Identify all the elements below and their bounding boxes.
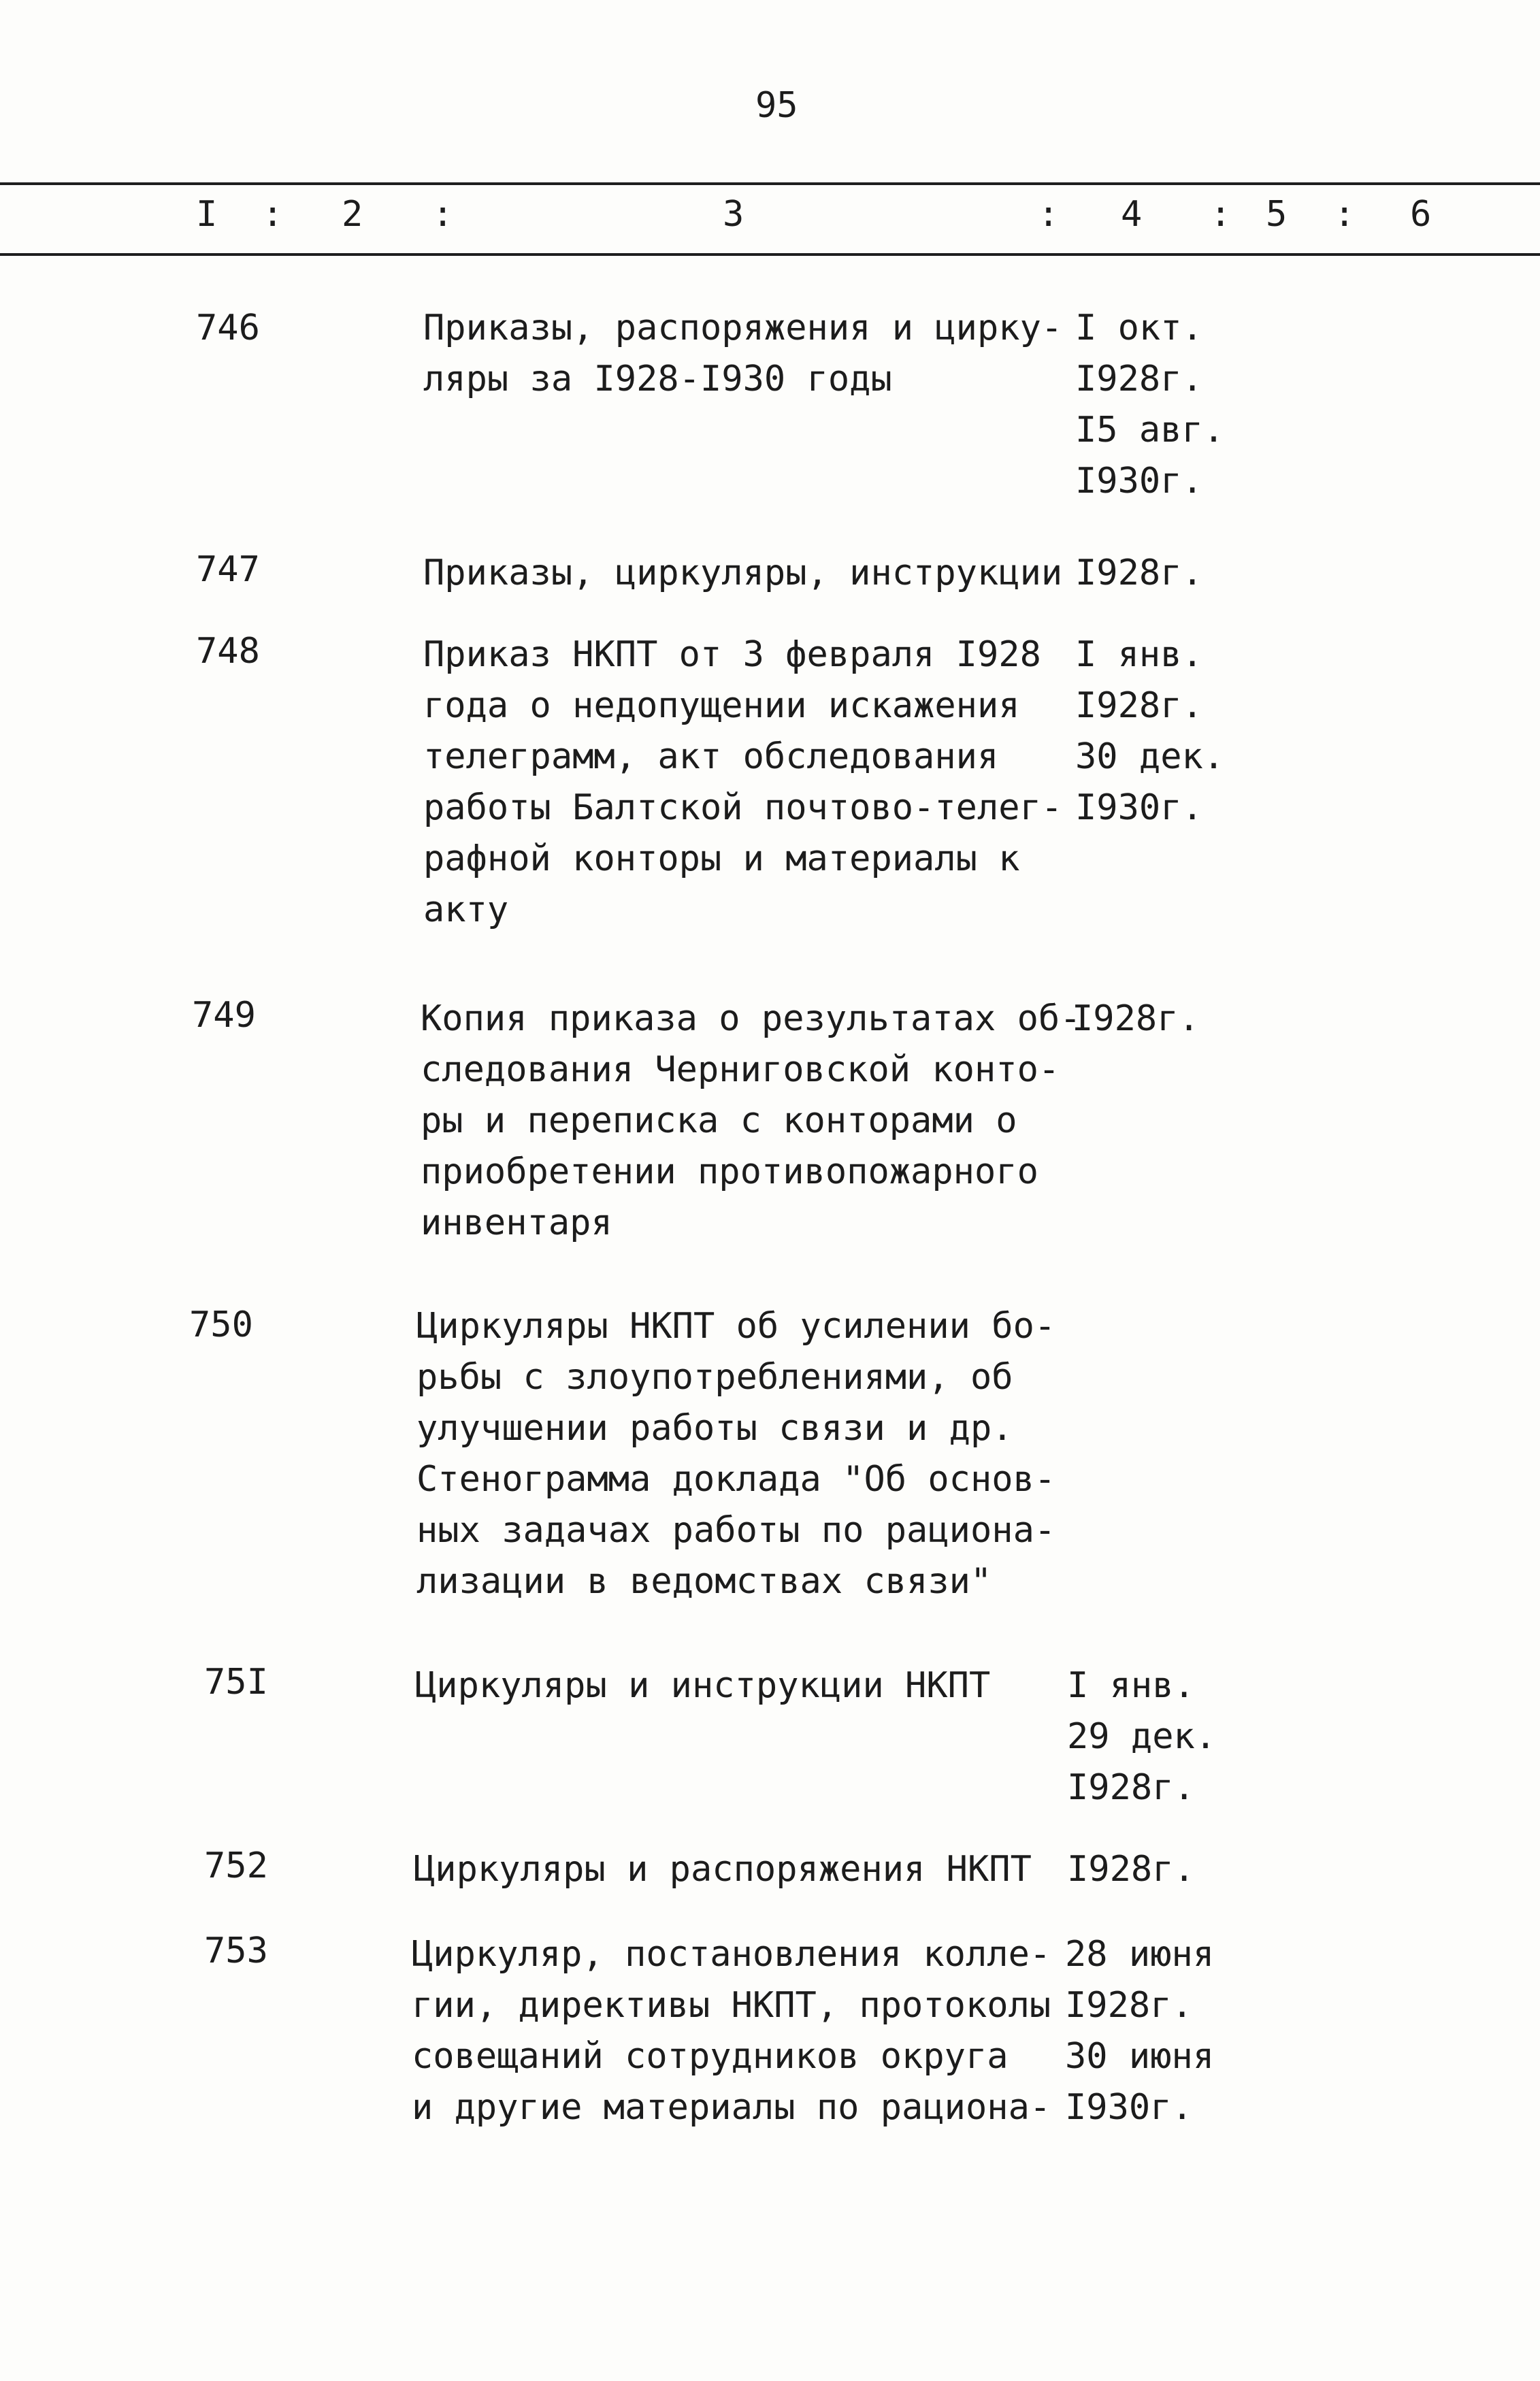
page-number: 95: [755, 85, 798, 126]
entry-text-line: следования Черниговской конто-: [421, 1049, 1060, 1090]
entry-text-line: телеграмм, акт обследования: [423, 736, 999, 777]
entry-number: 750: [189, 1304, 253, 1345]
entry-text-line: работы Балтской почтово-телег-: [423, 787, 1063, 828]
entry-text-line: и другие материалы по рациона-: [412, 2087, 1051, 2128]
entry-title: [416, 1301, 1055, 1607]
entry-number: 747: [196, 549, 260, 590]
entry-date-line: I янв.: [1075, 634, 1203, 675]
entry-date-line: I928г.: [1075, 553, 1203, 593]
column-separator: :: [1038, 194, 1060, 235]
entry-date-line: I928г.: [1065, 1985, 1193, 2026]
entry-number: 746: [196, 308, 260, 348]
entry-date-line: I928г.: [1067, 1767, 1195, 1808]
column-separator: :: [1334, 194, 1356, 235]
entry-date-line: I930г.: [1075, 787, 1203, 828]
entry-text-line: ных задачах работы по рациона-: [416, 1510, 1056, 1551]
entry-text-line: года о недопущении искажения: [423, 685, 1020, 726]
entry-date-line: I928г.: [1067, 1849, 1195, 1890]
header-rule-top: [0, 182, 1540, 185]
entry-number: 752: [204, 1845, 268, 1886]
entry-text-line: совещаний сотрудников округа: [412, 2036, 1009, 2077]
entry-text-line: Приказы, распоряжения и цирку-: [423, 308, 1063, 348]
column-header-1: I: [196, 194, 218, 235]
entry-date-line: I928г.: [1075, 359, 1203, 399]
entry-text-line: Циркуляр, постановления колле-: [412, 1934, 1051, 1975]
entry-text-line: улучшении работы связи и др.: [416, 1408, 1013, 1449]
entry-date-line: I930г.: [1065, 2087, 1193, 2128]
entry-number: 748: [196, 631, 260, 672]
entry-title: [412, 1929, 1051, 2133]
entry-number: 753: [204, 1931, 268, 1971]
entry-date-line: 29 дек.: [1067, 1716, 1217, 1757]
entry-text-line: акту: [423, 889, 509, 930]
entry-dates: [1075, 303, 1224, 507]
entry-date-line: I928г.: [1072, 998, 1200, 1039]
column-header-5: 5: [1266, 194, 1288, 235]
entry-number: 75I: [204, 1662, 268, 1703]
entry-text-line: Циркуляры и инструкции НКПТ: [415, 1665, 991, 1706]
entry-text-line: гии, директивы НКПТ, протоколы: [412, 1985, 1051, 2026]
entry-date-line: 30 дек.: [1075, 736, 1225, 777]
entry-date-line: I928г.: [1075, 685, 1203, 726]
entry-date-line: 30 июня: [1065, 2036, 1215, 2077]
column-header-3: 3: [723, 194, 744, 235]
header-rule-bottom: [0, 253, 1540, 256]
entry-number: 749: [192, 995, 256, 1036]
column-separator: :: [262, 194, 284, 235]
entry-title: [423, 303, 1062, 405]
entry-text-line: Циркуляры и распоряжения НКПТ: [414, 1849, 1032, 1890]
entry-text-line: Приказ НКПТ от 3 февраля I928: [423, 634, 1041, 675]
column-separator: :: [432, 194, 454, 235]
entry-text-line: инвентаря: [421, 1202, 612, 1243]
entry-dates: [1075, 629, 1224, 834]
entry-date-line: I5 авг.: [1075, 410, 1225, 450]
entry-dates: [1067, 1660, 1216, 1813]
entry-dates: [1065, 1929, 1214, 2133]
entry-text-line: ляры за I928-I930 годы: [423, 359, 892, 399]
entry-text-line: Стенограмма доклада "Об основ-: [416, 1459, 1056, 1500]
entry-date-line: I янв.: [1067, 1665, 1195, 1706]
column-separator: :: [1210, 194, 1232, 235]
entry-text-line: Приказы, циркуляры, инструкции: [423, 553, 1063, 593]
entry-title: [415, 1660, 990, 1711]
entry-text-line: ры и переписка с конторами о: [421, 1100, 1017, 1141]
entry-text-line: приобретении противопожарного: [421, 1151, 1038, 1192]
entry-title: [414, 1844, 1032, 1895]
entry-title: [423, 548, 1062, 599]
column-header-4: 4: [1121, 194, 1143, 235]
entry-dates: [1067, 1844, 1195, 1895]
entry-text-line: рьбы с злоупотреблениями, об: [416, 1357, 1013, 1398]
entry-text-line: Циркуляры НКПТ об усилении бо-: [416, 1306, 1056, 1347]
column-header-6: 6: [1410, 194, 1432, 235]
entry-dates: [1075, 548, 1203, 599]
entry-date-line: I930г.: [1075, 461, 1203, 502]
column-header-2: 2: [342, 194, 363, 235]
entry-date-line: 28 июня: [1065, 1934, 1215, 1975]
entry-text-line: лизации в ведомствах связи": [416, 1561, 992, 1602]
entry-title: [421, 994, 1081, 1249]
entry-text-line: Копия приказа о результатах об-: [421, 998, 1081, 1039]
entry-dates: [1072, 994, 1200, 1045]
entry-text-line: рафной конторы и материалы к: [423, 838, 1020, 879]
entry-title: [423, 629, 1062, 936]
entry-date-line: I окт.: [1075, 308, 1203, 348]
